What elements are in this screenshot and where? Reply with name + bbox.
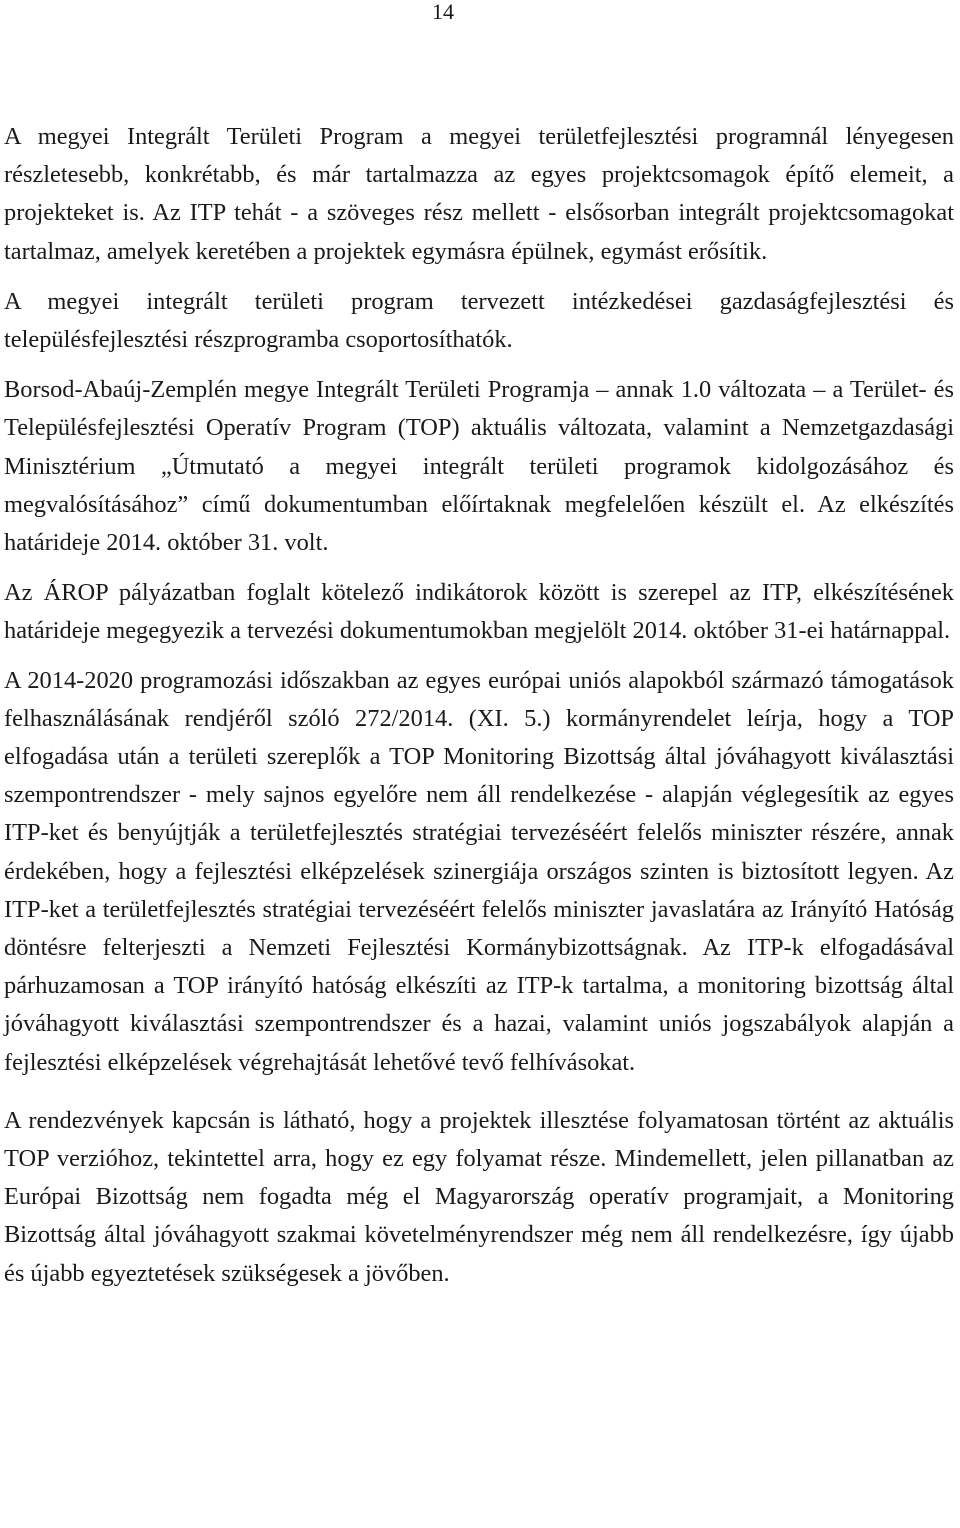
paragraph-top-approval-process: A 2014-2020 programozási időszakban az egyes európai uniós alapokból származó támogatások felhasználásának rendjéről szóló 272/2014. (XI. 5.) kormányrendelet leírja, hogy a TOP elfogadása után a területi szereplők a TOP Monitoring Bizottság által jóváhagyott kiválasztási szempontrendszer - mely sajnos egyelőre nem áll rendelkezése - alapján véglegesítik az egyes ITP-ket és benyújtják a területfejlesztés stratégiai tervezéséért felelős miniszter részére, annak érdekében, hogy a fejlesztési elképzelések szinergiája országos szinten is biztosított legyen. Az ITP-ket a területfejlesztés stratégiai tervezéséért felelős miniszter javaslatára az Irányító Hatóság döntésre felterjeszti a Nemzeti Fejlesztési Kormánybizottságnak. Az ITP-k elfogadásával párhuzamosan a TOP irányító hatóság elkészíti az ITP-k tartalma, a monitoring bizottság által jóváhagyott kiválasztási szempontrendszer és a hazai, valamint uniós jogszabályok alapján a fejlesztési elképzelések végrehajtását lehetővé tevő felhívásokat. [4,666,954,1076]
paragraph-arop-indicators: Az ÁROP pályázatban foglalt kötelező indikátorok között is szerepel az ITP, elkészítésének határideje megegyezik a tervezési dokumentumokban megjelölt 2014. október 31-ei határnappal. [4,579,954,645]
paragraph-borsod-itp: Borsod-Abaúj-Zemplén megye Integrált Területi Programja – annak 1.0 változata – a Terület- és Településfejlesztési Operatív Program (TOP) aktuális változata, valamint a Nemzetgazdasági Minisztérium „Útmutató a megyei integrált területi programok kidolgozásához és megvalósításához” című dokumentumban előírtaknak megfelelően készült el. Az elkészítés határideje 2014. október 31. volt. [4,376,954,557]
document-body [4,118,954,1293]
paragraph-events: A rendezvények kapcsán is látható, hogy a projektek illesztése folyamatosan történt az aktuális TOP verzióhoz, tekintettel arra, hogy ez egy folyamat része. Mindemellett, jelen pillanatban az Európai Bizottság nem fogadta még el Magyarország operatív programjait, a Monitoring Bizottság által jóváhagyott szakmai követelményrendszer még nem áll rendelkezésre, így újabb és újabb egyeztetések szükségesek a jövőben. [4,1106,954,1287]
page-number: 14 [432,0,454,24]
paragraph-itp-definition: A megyei Integrált Területi Program a megyei területfejlesztési programnál lényegesen részletesebb, konkrétabb, és már tartalmazza az egyes projektcsomagok építő elemeit, a projekteket is. Az ITP tehát - a szöveges rész mellett - elsősorban integrált projektcsomagokat tartalmaz, amelyek keretében a projektek egymásra épülnek, egymást erősítik. [4,123,954,265]
paragraph-measures: A megyei integrált területi program tervezett intézkedései gazdaságfejlesztési és településfejlesztési részprogramba csoportosíthatók. [4,287,954,354]
